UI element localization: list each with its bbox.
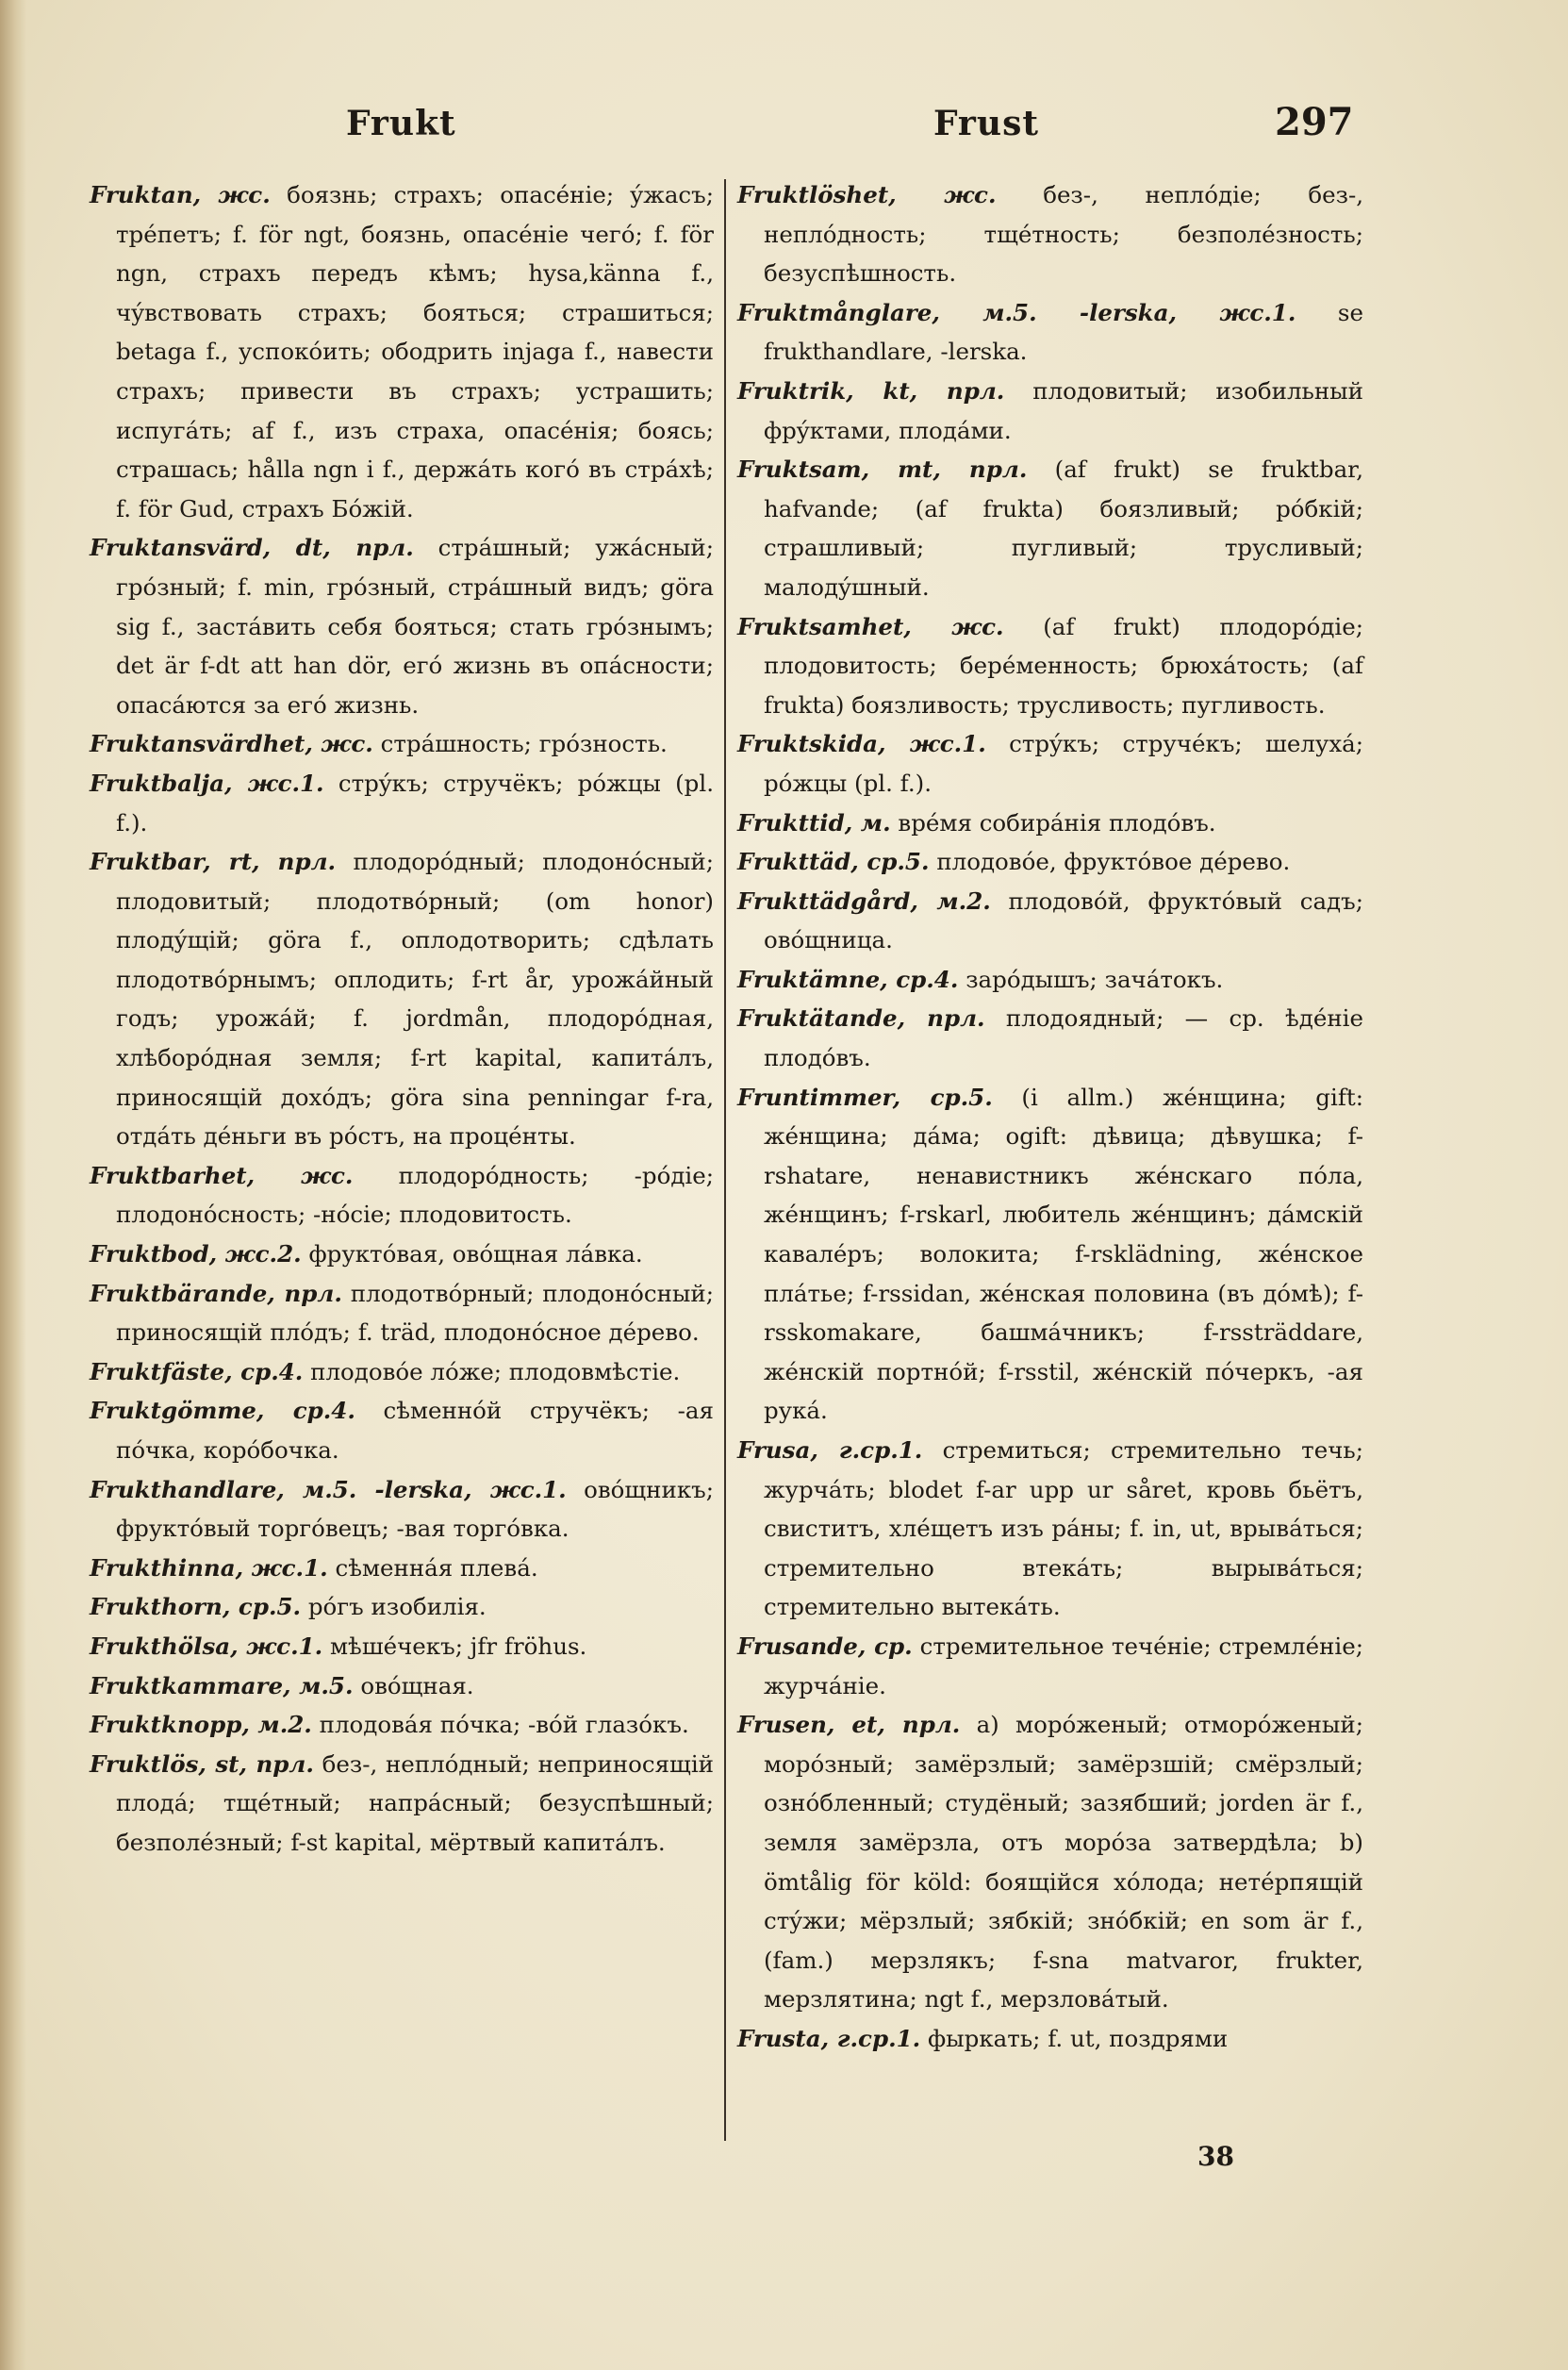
entry-headword: Frusen, et, прл.: [737, 1711, 961, 1739]
entry-headword: Fruktknopp, м.2.: [90, 1711, 312, 1739]
entry-headword: Fruktlös, st, прл.: [90, 1749, 314, 1778]
signature-mark: 38: [1197, 2141, 1234, 2172]
entry-definition: овóщная.: [360, 1671, 474, 1699]
entry-headword: Fruktbärande, прл.: [90, 1279, 342, 1307]
dictionary-entry: [90, 1274, 714, 1352]
entry-definition: без-, неплóдный; неприносящiй плодá; тщéтный; напрáсный; безуспѣшный; безполéзный; f-st kapital, мёртвый капитáлъ.: [116, 1749, 714, 1856]
entry-headword: Fruktlöshet, жс.: [737, 181, 997, 208]
entry-definition: стремительное течéнiе; стремлéнiе; журчáнiе.: [764, 1632, 1364, 1699]
entry-headword: Frusande, ср.: [737, 1632, 913, 1660]
entry-definition: (af frukt) se fruktbar, hafvande; (af frukta) боязливый; рóбкiй; страшливый; пугливый; трусливый; малодýшный.: [764, 456, 1363, 601]
dictionary-entry: [737, 1705, 1363, 2019]
entry-definition: овóщникъ; фруктóвый торгóвецъ; -вая торгóвка.: [116, 1475, 714, 1543]
entry-definition: плодовитый; изобильный фрýктами, плодáми.: [764, 376, 1364, 444]
entry-headword: Frukttäd, ср.5.: [737, 848, 930, 876]
dictionary-entry: [90, 1745, 714, 1863]
dictionary-entry: [737, 293, 1363, 372]
dictionary-entry: [90, 1627, 714, 1666]
entry-headword: Fruktansvärdhet, жс.: [90, 730, 373, 758]
entry-definition: плодорóдный; плодонóсный; плодовитый; плодотвóрный; (om honor) плодýщiй; göra f., оплодотворить; сдѣлать плодотвóрнымъ; оплодить; f-rt år, урожáйный годъ; урожáй; f. jordmån, плодорóдная, хлѣборóдная земля; f-rt kapital, капитáлъ, приносящiй дохóдъ; göra sina penningar f-ra, отдáть дéньги въ рóстъ, на процéнты.: [116, 848, 715, 1151]
entry-definition: стрáшность; грóзность.: [380, 730, 668, 758]
entry-headword: Fruktmånglare, м.5. -lerska, жс.1.: [737, 298, 1296, 326]
entry-definition: se frukthandlare, -lerska.: [764, 298, 1363, 366]
entry-definition: (af frukt) плодорóдiе; плодовитость; берéменность; брюхáтость; (af frukta) боязливость; трусливость; пугливость.: [764, 612, 1363, 719]
entry-headword: Fruntimmer, ср.5.: [737, 1083, 993, 1111]
entry-headword: Fruktkammare, м.5.: [90, 1671, 354, 1699]
dictionary-entry: [90, 1470, 714, 1549]
dictionary-entry: [737, 1078, 1363, 1431]
entry-headword: Frukthölsa, жс.1.: [90, 1632, 323, 1660]
dictionary-entry: [737, 999, 1363, 1077]
entry-headword: Frusta, г.ср.1.: [737, 2024, 921, 2052]
dictionary-entry: [90, 1549, 714, 1588]
dictionary-entry: [737, 2019, 1363, 2059]
dictionary-entry: [90, 175, 714, 528]
right-column: [737, 175, 1363, 2059]
entry-definition: сѣменнáя плевá.: [335, 1553, 538, 1582]
dictionary-entry: [737, 1431, 1363, 1627]
dictionary-entry: [90, 764, 714, 842]
entry-headword: Fruktansvärd, dt, прл.: [90, 534, 414, 562]
dictionary-entry: [737, 372, 1363, 450]
dictionary-entry: [737, 450, 1363, 606]
page-gutter-shadow: [0, 0, 26, 2370]
page-number: 297: [1275, 100, 1354, 144]
entry-definition: (i allm.) жéнщина; gift: жéнщина; дáма; ogift: дѣвица; дѣвушка; f-rshatare, ненавистникъ жéнскаго пóла, жéнщинъ; f-rskarl, любитель жéнщинъ; дáмскiй кавалéръ; волокита; f-rsklädning, жéнское плáтье; f-rssidan, жéнская половина (въ дóмѣ); f-rsskomakare, башмáчникъ; f-rssträddare, жéнскiй портнóй; f-rsstil, жéнскiй пóчеркъ, -ая рукá.: [764, 1083, 1363, 1425]
dictionary-entry: [737, 724, 1363, 803]
entry-headword: Fruktämne, ср.4.: [737, 965, 959, 993]
entry-definition: плодовóе лóже; плодовмѣстiе.: [310, 1357, 681, 1385]
entry-headword: Fruktbar, rt, прл.: [90, 848, 337, 876]
entry-definition: плодовóе, фруктóвое дéрево.: [936, 848, 1291, 876]
entry-headword: Fruktgömme, ср.4.: [90, 1397, 355, 1425]
dictionary-entry: [90, 1352, 714, 1392]
entry-headword: Frukttädgård, м.2.: [737, 887, 991, 915]
entry-headword: Frukthandlare, м.5. -lerska, жс.1.: [90, 1475, 567, 1503]
column-divider: [724, 179, 726, 2141]
dictionary-entry: [90, 1156, 714, 1235]
dictionary-entry: [90, 724, 714, 764]
entry-headword: Frusa, г.ср.1.: [737, 1436, 923, 1464]
entry-headword: Fruktbarhet, жс.: [90, 1161, 354, 1189]
entry-definition: плодовóй, фруктóвый садъ; овóщница.: [764, 887, 1363, 954]
dictionary-entry: [90, 1705, 714, 1745]
entry-definition: a) морóженый; отморóженый; морóзный; замёрзлый; замёрзшiй; смёрзлый; ознóбленный; студёный; зазябший; jorden är f., земля замёрзла, отъ морóза затвердѣла; b) ömtålig för köld: боящiйся хóлода; нетéрпящiй стýжи; мёрзлый; зябкiй; знóбкiй; en som är f., (fam.) мерзлякъ; f-sna matvaror, frukter, мерзлятина; ngt f., мерзловáтый.: [764, 1711, 1363, 2014]
dictionary-entry: [737, 804, 1363, 843]
entry-headword: Fruktbalja, жс.1.: [90, 769, 324, 797]
dictionary-entry: [90, 528, 714, 724]
entry-definition: зарóдышъ; зачáтокъ.: [966, 965, 1224, 993]
left-column: [90, 175, 714, 1863]
entry-definition: плодорóдность; -рóдiе; плодонóсность; -нóсiе; плодовитость.: [116, 1161, 715, 1229]
entry-definition: мѣшéчекъ; jfr fröhus.: [329, 1632, 587, 1660]
entry-definition: плодотвóрный; плодонóсный; приносящiй плóдъ; f. träd, плодонóсное дéрево.: [116, 1279, 714, 1347]
dictionary-entry: [90, 842, 714, 1156]
entry-headword: Fruktan, жс.: [90, 181, 271, 208]
entry-headword: Frukthinna, жс.1.: [90, 1553, 328, 1582]
running-header: [0, 100, 1568, 151]
entry-definition: плодоядный; — ср. ѣдéнiе плодóвъ.: [764, 1004, 1364, 1072]
entry-headword: Fruktsamhet, жс.: [737, 612, 1004, 640]
dictionary-entry: [737, 607, 1363, 725]
right-guide-word: Frust: [933, 104, 1039, 143]
dictionary-entry: [90, 1235, 714, 1274]
entry-headword: Frukttid, м.: [737, 808, 891, 837]
entry-headword: Fruktfäste, ср.4.: [90, 1357, 304, 1385]
dictionary-entry: [90, 1587, 714, 1627]
entry-definition: стремиться; стремительно течь; журчáть; blodet f-ar upp ur såret, кровь бьётъ, свиститъ, хлéщетъ изъ рáны; f. in, ut, врывáться; стремительно втекáть; вырывáться; стремительно вытекáть.: [764, 1436, 1363, 1621]
entry-definition: стрýкъ; стручéкъ; шелухá; рóжцы (pl. f.).: [764, 730, 1363, 797]
entry-definition: фруктóвая, овóщная лáвка.: [308, 1240, 643, 1268]
entry-headword: Fruktbod, жс.2.: [90, 1240, 302, 1268]
entry-definition: плодовáя пóчка; -вóй глазóкъ.: [319, 1711, 689, 1739]
entry-definition: сѣменнóй стручёкъ; -ая пóчка, корóбочка.: [116, 1397, 714, 1464]
dictionary-entry: [737, 842, 1363, 882]
entry-headword: Fruktrik, kt, прл.: [737, 376, 1005, 405]
dictionary-entry: [90, 1666, 714, 1706]
dictionary-entry: [737, 175, 1363, 293]
dictionary-entry: [737, 1627, 1363, 1705]
dictionary-entry: [737, 882, 1363, 960]
entry-definition: стрáшный; ужáсный; грóзный; f. min, грóзный, стрáшный видъ; göra sig f., застáвить себя бояться; стать грóзнымъ; det är f-dt att han dör, егó жизнь въ опáсности; опасáются за егó жизнь.: [116, 534, 714, 719]
entry-headword: Frukthorn, ср.5.: [90, 1593, 302, 1621]
entry-headword: Fruktskida, жс.1.: [737, 730, 986, 758]
entry-definition: боязнь; страхъ; опасéнiе; ýжасъ; трéпетъ; f. för ngt, боязнь, опасéнiе чегó; f. för ngn, страхъ передъ кѣмъ; hysa,känna f., чýвствовать страхъ; бояться; страшиться; betaga f., успокóить; ободрить injaga f., навести страхъ; привести въ страхъ; устрашить; испугáть; af f., изъ страха, опасéнiя; боясь; страшась; hålla ngn i f., держáть когó въ стрáхѣ; f. för Gud, страхъ Бóжiй.: [116, 181, 714, 522]
entry-headword: Fruktätande, прл.: [737, 1004, 985, 1033]
dictionary-entry: [90, 1391, 714, 1469]
entry-definition: без-, неплóдiе; без-, неплóдность; тщéтность; безполéзность; безуспѣшность.: [764, 181, 1364, 288]
entry-definition: врéмя собирáнiя плодóвъ.: [898, 808, 1216, 837]
entry-definition: фыркать; f. ut, поздрями: [928, 2024, 1229, 2052]
dictionary-entry: [737, 960, 1363, 1000]
entry-headword: Fruktsam, mt, прл.: [737, 456, 1028, 484]
entry-definition: рóгъ изобилiя.: [307, 1593, 487, 1621]
entry-definition: стрýкъ; стручёкъ; рóжцы (pl. f.).: [116, 769, 714, 837]
left-guide-word: Frukt: [346, 104, 456, 143]
